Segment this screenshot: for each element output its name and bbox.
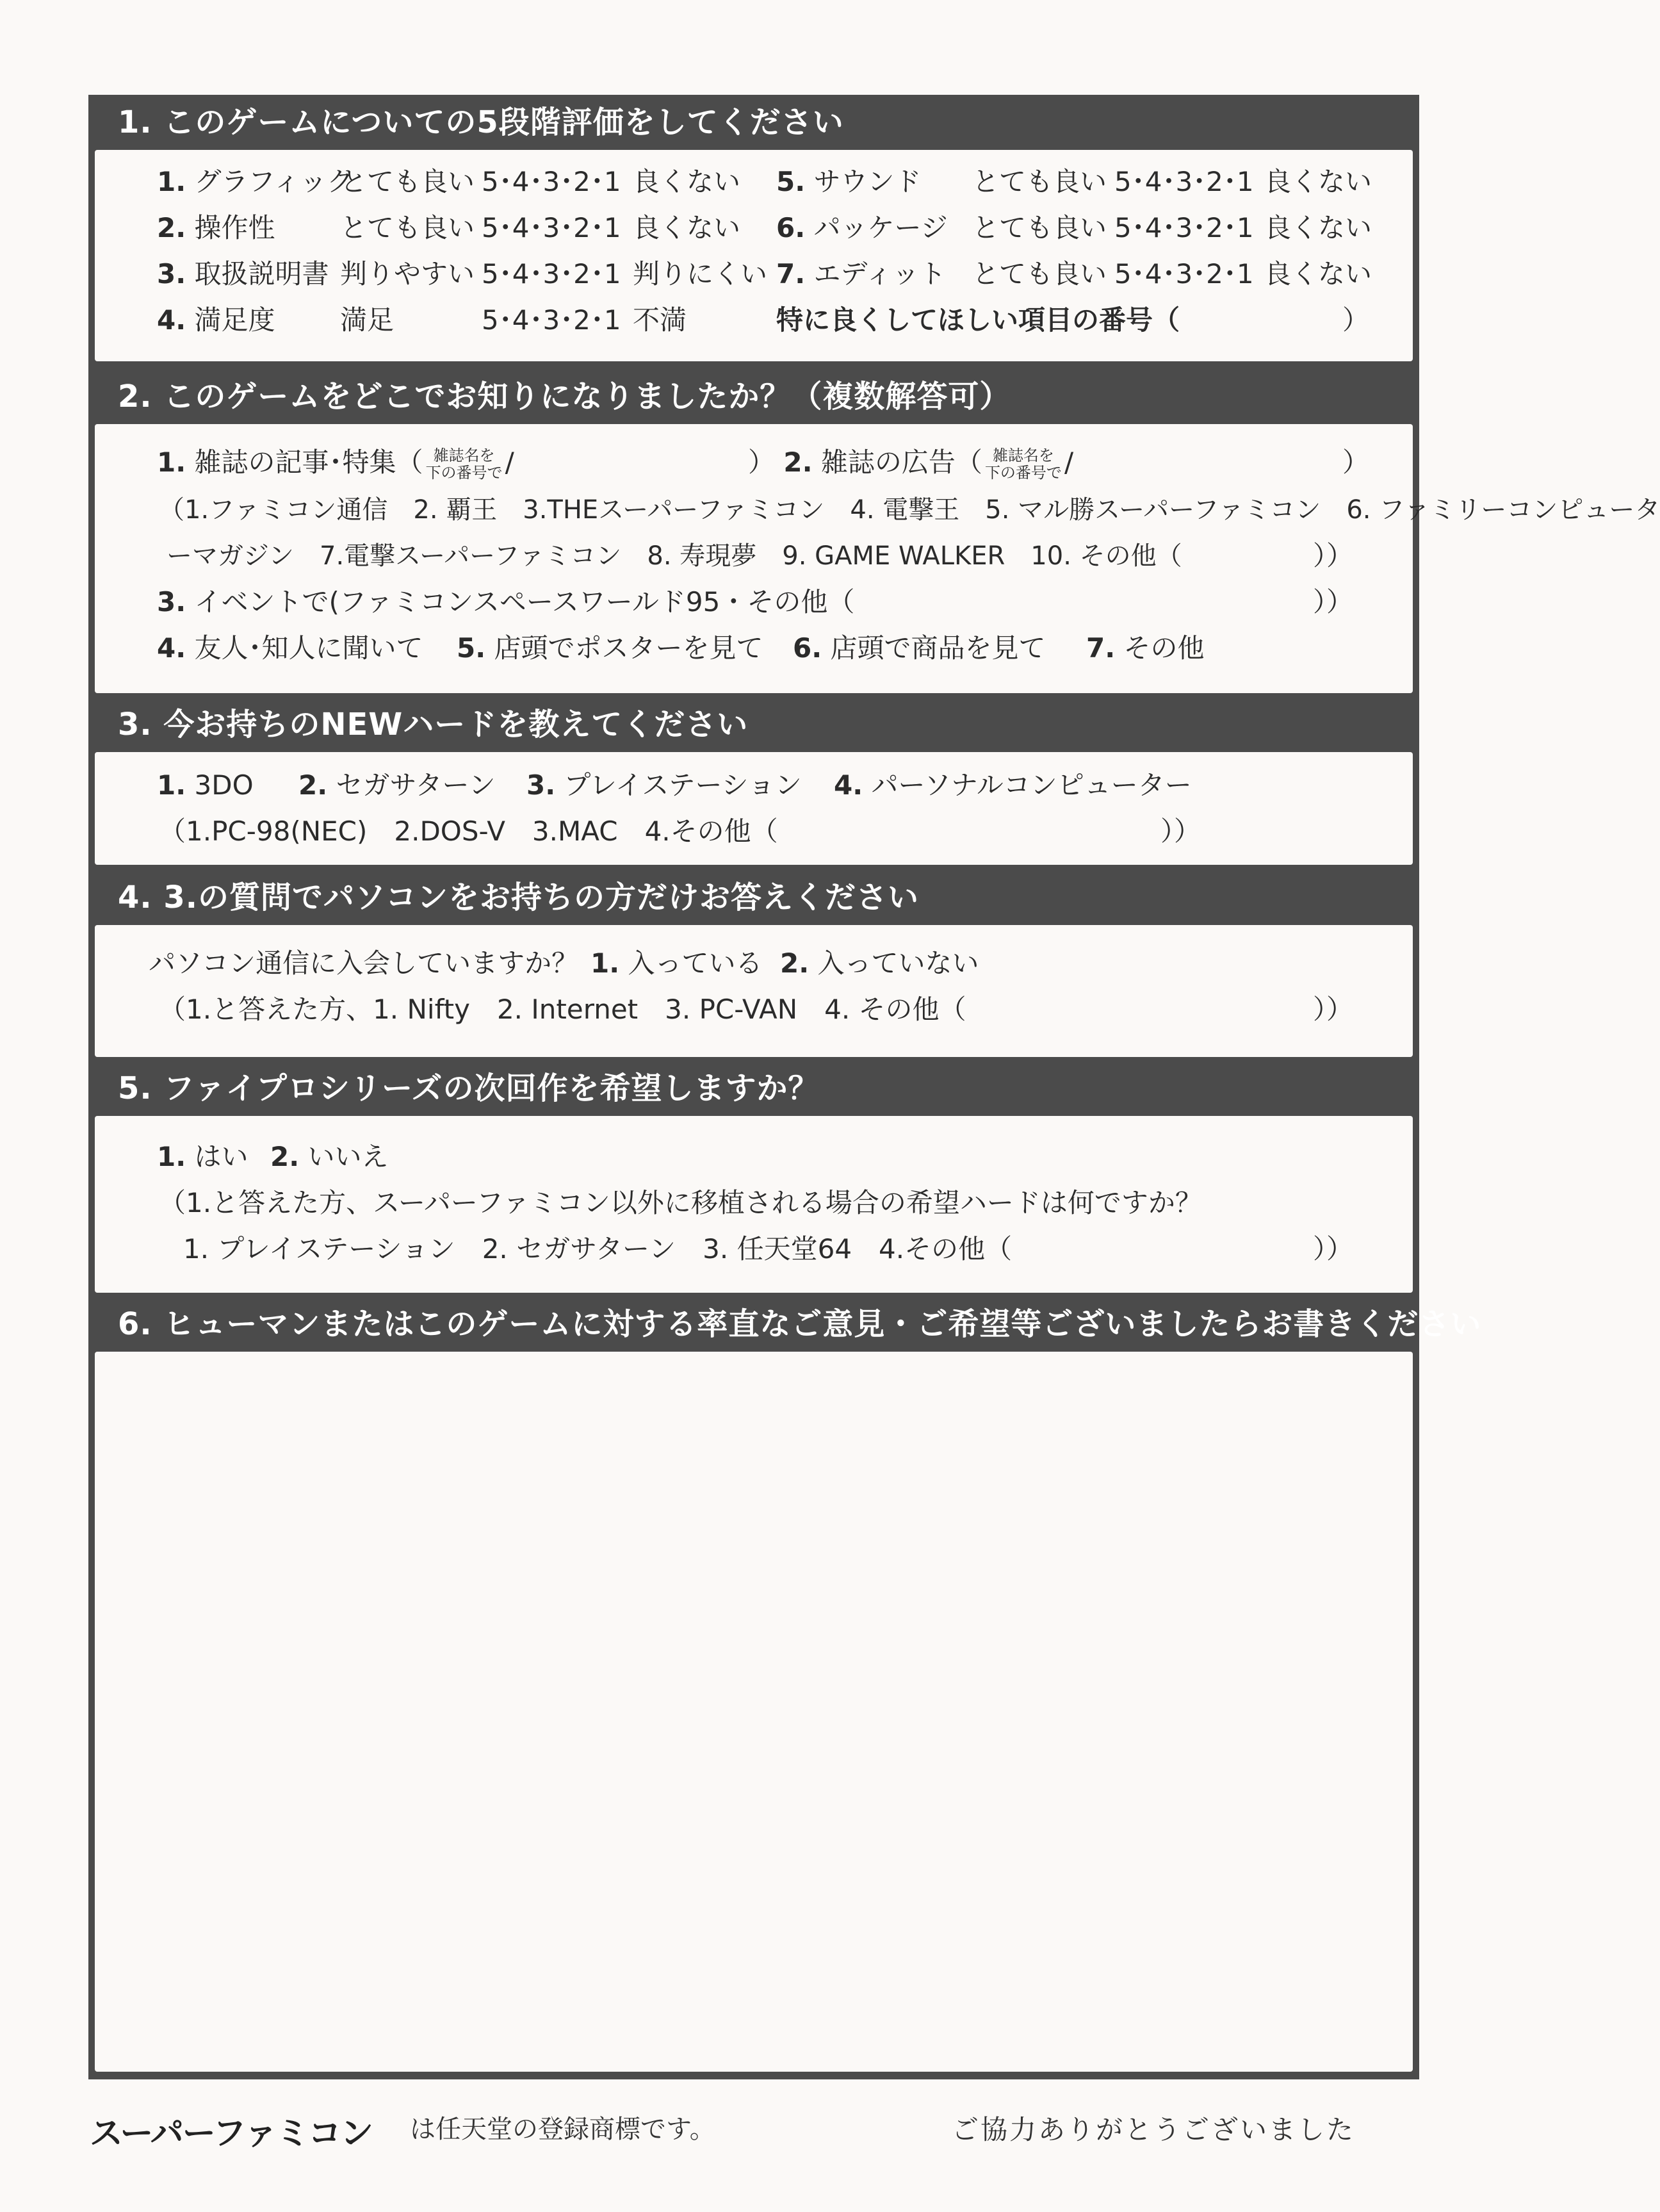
close-paren: ）） xyxy=(1313,586,1354,618)
pc-network-question: パソコン通信に入会していますか？ xyxy=(149,947,579,979)
option-poster[interactable]: 5. 店頭でポスターを見て xyxy=(457,632,763,664)
rating-high-label: とても良い xyxy=(340,212,475,243)
rating-high-label: とても良い xyxy=(972,212,1107,243)
rating-row: 4. 満足度 xyxy=(157,304,275,336)
rating-scale[interactable]: 5･4･3･2･1 xyxy=(1114,212,1254,243)
rating-low-label: 不満 xyxy=(633,304,687,336)
close-paren: ） xyxy=(1342,446,1370,478)
rating-low-label: 良くない xyxy=(633,212,741,243)
section-1-header: 1. このゲームについての5段階評価をしてください xyxy=(118,104,844,140)
network-list: （1.と答えた方、1. Nifty 2. Internet 3. PC-VAN 4. その他（ xyxy=(159,994,966,1025)
section-5-header: 5. ファイプロシリーズの次回作を希望しますか？ xyxy=(118,1070,820,1106)
section-4-header: 4. 3.の質問でパソコンをお持ちの方だけお答えください xyxy=(118,880,920,915)
option-saturn[interactable]: 2. セガサターン xyxy=(298,769,496,801)
pc-type-list: （1.PC-98(NEC) 2.DOS-V 3.MAC 4.その他（ xyxy=(159,815,778,847)
option-3do[interactable]: 1. 3DO xyxy=(157,769,254,801)
close-paren: ）） xyxy=(1160,815,1201,847)
rating-row: 7. エディット xyxy=(776,258,947,290)
option-magazine-article[interactable]: 1. 雑誌の記事･特集（ 雑誌名を 下の番号で / xyxy=(157,446,514,482)
section-6-header: 6. ヒューマンまたはこのゲームに対する率直なご意見・ご希望等ございましたらお書きください xyxy=(118,1306,1482,1342)
trademark-note: は任天堂の登録商標です。 xyxy=(410,2115,715,2144)
rating-high-label: とても良い xyxy=(972,166,1107,197)
rating-low-label: 判りにくい xyxy=(633,258,768,290)
rating-high-label: とても良い xyxy=(340,166,475,197)
close-paren: ）） xyxy=(1313,1233,1354,1265)
section-5-box xyxy=(95,1116,1413,1293)
rating-row: 6. パッケージ xyxy=(776,212,948,243)
port-question: （1.と答えた方、スーパーファミコン以外に移植される場合の希望ハードは何ですか？ xyxy=(159,1187,1202,1218)
rating-scale[interactable]: 5･4･3･2･1 xyxy=(482,166,621,197)
option-event[interactable]: 3. イベントで(ファミコンスペースワールド95・その他（ xyxy=(157,586,855,618)
section-2-box xyxy=(95,424,1660,693)
option-friend[interactable]: 4. 友人･知人に聞いて xyxy=(157,632,423,664)
option-yes-member[interactable]: 1. 入っている xyxy=(590,947,763,979)
rating-scale[interactable]: 5･4･3･2･1 xyxy=(482,212,621,243)
section-1-box xyxy=(95,150,1413,361)
option-no[interactable]: 2. いいえ xyxy=(270,1141,389,1172)
comments-textarea[interactable] xyxy=(95,1352,1413,2072)
option-magazine-ad[interactable]: ） 2. 雑誌の広告（ 雑誌名を 下の番号で / xyxy=(748,446,1074,482)
option-yes[interactable]: 1. はい xyxy=(157,1141,248,1172)
rating-low-label: 良くない xyxy=(1264,258,1372,290)
option-not-member[interactable]: 2. 入っていない xyxy=(780,947,979,979)
rating-high-label: とても良い xyxy=(972,258,1107,290)
port-hardware-list: 1. プレイステーション 2. セガサターン 3. 任天堂64 4.その他（ xyxy=(183,1233,1013,1265)
rating-row: 2. 操作性 xyxy=(157,212,275,243)
super-famicom-logo: スーパーファミコン xyxy=(90,2115,373,2153)
close-paren: ） xyxy=(1342,304,1370,336)
rating-scale[interactable]: 5･4･3･2･1 xyxy=(482,258,621,290)
section-4-box xyxy=(95,925,1413,1057)
rating-high-label: 満足 xyxy=(340,304,395,336)
thanks-message: ご協力ありがとうございました xyxy=(952,2114,1356,2145)
section-2-header: 2. このゲームをどこでお知りになりましたか？（複数解答可） xyxy=(118,379,1011,414)
magazine-list: （1.ファミコン通信 2. 覇王 3.THEスーパーファミコン 4. 電撃王 5. マル勝スーパーファミコン 6. ファミリーコンピュータ xyxy=(159,495,1660,525)
option-other[interactable]: 7. その他 xyxy=(1086,632,1205,664)
rating-scale[interactable]: 5･4･3･2･1 xyxy=(1114,166,1254,197)
survey-frame xyxy=(88,95,1660,2079)
option-playstation[interactable]: 3. プレイステーション xyxy=(526,769,802,801)
close-paren: ）） xyxy=(1313,540,1354,571)
option-pc[interactable]: 4. パーソナルコンピューター xyxy=(834,769,1192,801)
rating-low-label: 良くない xyxy=(1264,166,1372,197)
rating-row: 5. サウンド xyxy=(776,166,922,197)
rating-high-label: 判りやすい xyxy=(340,258,475,290)
section-3-header: 3. 今お持ちのNEWハードを教えてください xyxy=(118,707,749,742)
rating-row: 1. グラフィック xyxy=(157,166,354,197)
option-store-product[interactable]: 6. 店頭で商品を見て xyxy=(793,632,1046,664)
rating-scale[interactable]: 5･4･3･2･1 xyxy=(482,304,621,336)
section-3-box xyxy=(95,752,1413,865)
rating-row: 3. 取扱説明書 xyxy=(157,258,329,290)
rating-low-label: 良くない xyxy=(1264,212,1372,243)
rating-low-label: 良くない xyxy=(633,166,741,197)
improve-item-field[interactable]: 特に良くしてほしい項目の番号（ xyxy=(776,304,1180,336)
magazine-list-cont: ーマガジン 7.電撃スーパーファミコン 8. 寿現夢 9. GAME WALKER 10. その他（ xyxy=(167,541,1182,571)
rating-scale[interactable]: 5･4･3･2･1 xyxy=(1114,258,1254,290)
close-paren: ）） xyxy=(1313,994,1354,1025)
